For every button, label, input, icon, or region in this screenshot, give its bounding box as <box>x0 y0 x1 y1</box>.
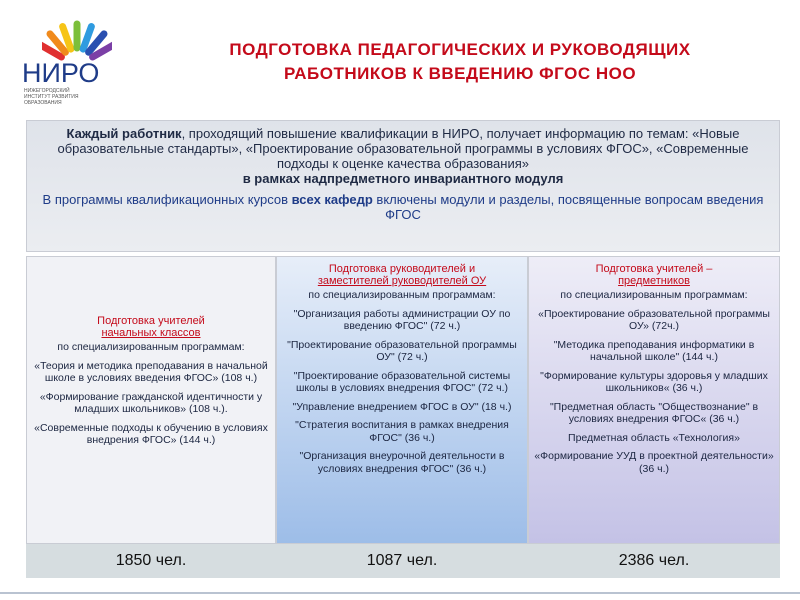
column-lead: по специализированным программам: <box>308 289 496 301</box>
program-item: «Формирование УУД в проектной деятельности» (36 ч.) <box>534 450 774 475</box>
title-line-1: ПОДГОТОВКА ПЕДАГОГИЧЕСКИХ И РУКОВОДЯЩИХ <box>229 40 691 59</box>
footer-divider <box>0 592 800 594</box>
column-subject-teachers <box>528 256 780 544</box>
column-lead: по специализированным программам: <box>560 289 748 301</box>
program-item: «Современные подходы к обучению в условиях внедрения ФГОС» (144 ч.) <box>34 421 268 446</box>
column-title-line: Подготовка руководителей и <box>328 263 476 275</box>
column-lead: по специализированным программам: <box>57 341 245 353</box>
intro-text-1: , проходящий повышение квалификации в НИРО, получает информацию по темам: «Новые образовательные стандарты», «Проектирование образовательной программы в условиях ФГОС», «Современные подходы к оценке качества образования» <box>57 126 749 171</box>
program-item: «Проектирование образовательной программы ОУ» (72ч.) <box>538 307 770 332</box>
column-title-line: Подготовка учителей – <box>595 263 713 275</box>
column-title <box>529 263 779 287</box>
intro-paragraph-2 <box>38 192 768 222</box>
title-line-2: РАБОТНИКОВ К ВВЕДЕНИЮ ФГОС НОО <box>283 64 637 83</box>
column-title-line: заместителей руководителей ОУ <box>317 275 487 287</box>
total-primary-teachers: 1850 чел. <box>115 552 187 569</box>
logo <box>22 18 132 113</box>
logo-subtitle: НИЖЕГОРОДСКИЙ ИНСТИТУТ РАЗВИТИЯ ОБРАЗОВАНИЯ <box>24 88 79 106</box>
total-subject-teachers: 2386 чел. <box>618 552 690 569</box>
program-item: "Методика преподавания информатики в начальной школе" (144 ч.) <box>553 338 755 363</box>
program-item: "Проектирование образовательной системы школы в условиях внедрения ФГОС" (72 ч.) <box>293 369 511 394</box>
intro-bold-middle: всех кафедр <box>291 192 373 207</box>
page-title <box>150 38 770 86</box>
intro-bold-end: в рамках надпредметного инвариантного модуля <box>242 171 564 186</box>
program-item: "Проектирование образовательной программы ОУ" (72 ч.) <box>287 338 517 363</box>
program-item: "Формирование культуры здоровья у младших школьников« (36 ч.) <box>540 369 768 394</box>
program-item: "Предметная область "Обществознание" в условиях внедрения ФГОС« (36 ч.) <box>549 400 759 425</box>
totals-row <box>26 544 780 578</box>
intro-paragraph-1 <box>38 126 768 186</box>
column-title <box>277 263 527 287</box>
program-item: «Теория и методика преподавания в начальной школе в условиях введения ФГОС» (108 ч.) <box>34 359 268 384</box>
total-managers: 1087 чел. <box>366 552 438 569</box>
program-item: "Организация работы администрации ОУ по введению ФГОС" (72 ч.) <box>293 307 511 332</box>
intro-text-2b: включены модули и разделы, посвященные вопросам введения ФГОС <box>372 192 764 222</box>
intro-box <box>26 120 780 252</box>
intro-text-2a: В программы квалификационных курсов <box>42 192 292 207</box>
program-item: "Организация внеурочной деятельности в условиях внедрения ФГОС" (36 ч.) <box>299 450 505 475</box>
column-title-line: предметников <box>618 275 690 287</box>
column-primary-teachers <box>26 256 276 544</box>
column-managers <box>276 256 528 544</box>
column-title <box>27 315 275 339</box>
program-item: Предметная область «Технология» <box>568 431 740 444</box>
program-item: "Управление внедрением ФГОС в ОУ" (18 ч.) <box>292 400 512 413</box>
column-title-line: начальных классов <box>101 327 201 339</box>
logo-name: НИРО <box>22 58 100 88</box>
program-item: «Формирование гражданской идентичности у младших школьников» (108 ч.). <box>39 390 263 415</box>
program-item: "Стратегия воспитания в рамках внедрения ФГОС" (36 ч.) <box>295 419 509 444</box>
programs-columns <box>26 256 780 544</box>
intro-bold-start: Каждый работник <box>66 126 182 141</box>
column-title-line: Подготовка учителей <box>97 315 205 327</box>
